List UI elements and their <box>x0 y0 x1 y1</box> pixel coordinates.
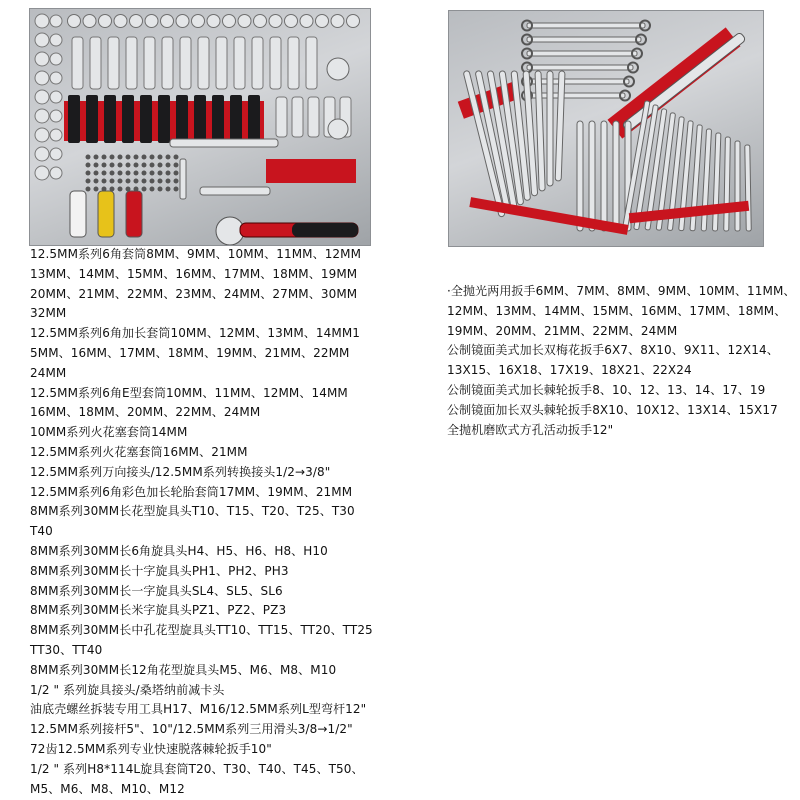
bit <box>150 163 155 168</box>
e-socket <box>140 95 152 143</box>
small-socket <box>50 110 62 122</box>
socket <box>276 97 287 137</box>
bit <box>94 155 99 160</box>
bit <box>174 163 179 168</box>
deep-socket <box>162 37 173 89</box>
bit <box>166 187 171 192</box>
socket <box>83 15 96 28</box>
small-socket <box>35 71 49 85</box>
socket <box>238 15 251 28</box>
ratchet-wrench <box>527 51 637 56</box>
bit <box>118 163 123 168</box>
spec-line: 8MM系列30MM长十字旋具头PH1、PH2、PH3 <box>30 563 289 578</box>
spec-line: 12.5MM系列万向接头/12.5MM系列转换接头1/2→3/8" <box>30 464 331 479</box>
bit <box>174 187 179 192</box>
socket <box>161 15 174 28</box>
bit <box>142 179 147 184</box>
bit <box>126 163 131 168</box>
spec-line: 16MM、18MM、20MM、22MM、24MM <box>30 405 261 420</box>
e-socket <box>104 95 116 143</box>
bit <box>102 155 107 160</box>
spec-line: 12.5MM系列6角E型套筒10MM、11MM、12MM、14MM <box>30 385 348 400</box>
bit <box>150 171 155 176</box>
e-socket <box>248 95 260 143</box>
spec-line: 8MM系列30MM长米字旋具头PZ1、PZ2、PZ3 <box>30 603 287 618</box>
socket <box>114 15 127 28</box>
bit <box>86 179 91 184</box>
socket <box>145 15 158 28</box>
spec-line: T40 <box>30 524 53 539</box>
socket <box>68 15 81 28</box>
tire-socket <box>70 191 86 237</box>
small-socket <box>35 147 49 161</box>
spec-line: 12.5MM系列6角彩色加长轮胎套筒17MM、19MM、21MM <box>30 484 353 499</box>
bit <box>142 155 147 160</box>
deep-socket <box>108 37 119 89</box>
red-foam-strip <box>629 201 749 223</box>
socket-tray-photo <box>29 8 371 246</box>
small-socket <box>35 109 49 123</box>
bit <box>158 171 163 176</box>
combination-wrench <box>701 129 711 231</box>
socket <box>176 15 189 28</box>
double-ring-wrench <box>577 121 583 231</box>
combination-wrench <box>547 71 553 186</box>
spec-line: 20MM、21MM、22MM、23MM、24MM、27MM、30MM <box>30 286 358 301</box>
bit <box>94 163 99 168</box>
combination-wrench <box>745 145 752 231</box>
socket <box>130 15 143 28</box>
bit <box>94 179 99 184</box>
wrench-tray-photo <box>448 10 764 247</box>
bit <box>126 171 131 176</box>
spec-line: 10MM系列火花塞套筒14MM <box>30 425 188 440</box>
spec-line: 全抛机磨欧式方孔活动扳手12" <box>447 422 614 437</box>
spec-line: 公制镜面美式加长棘轮扳手8、10、12、13、14、17、19 <box>447 382 766 397</box>
spec-line: 72齿12.5MM系列专业快速脱落棘轮扳手10" <box>30 741 272 756</box>
double-ring-wrench <box>589 121 595 231</box>
e-socket <box>158 95 170 143</box>
ratchet-wrench <box>527 79 629 84</box>
socket <box>223 15 236 28</box>
ratchet-wrench <box>527 23 645 28</box>
bit <box>150 187 155 192</box>
deep-socket <box>72 37 83 89</box>
bit <box>150 155 155 160</box>
spec-line: 8MM系列30MM长花型旋具头T10、T15、T20、T25、T30 <box>30 504 355 519</box>
spec-line: 12MM、13MM、14MM、15MM、16MM、17MM、18MM、 <box>447 303 787 318</box>
l-bar <box>170 139 278 147</box>
spec-line: 8MM系列30MM长一字旋具头SL4、SL5、SL6 <box>30 583 283 598</box>
socket <box>331 15 344 28</box>
small-socket <box>50 129 62 141</box>
deep-socket <box>198 37 209 89</box>
bit <box>158 163 163 168</box>
small-socket <box>50 91 62 103</box>
deep-socket <box>216 37 227 89</box>
e-socket <box>230 95 242 143</box>
spec-line: 油底壳螺丝拆装专用工具H17、M16/12.5MM系列L型弯杆12" <box>30 702 367 717</box>
e-socket <box>86 95 98 143</box>
spec-line: 5MM、16MM、17MM、18MM、19MM、21MM、22MM <box>30 345 350 360</box>
ratchet-wrench <box>527 65 633 70</box>
spec-line: 公制镜面加长双头棘轮扳手8X10、10X12、13X14、15X17 <box>447 402 778 417</box>
spec-line: 24MM <box>30 365 67 380</box>
bit <box>110 163 115 168</box>
small-socket <box>50 148 62 160</box>
bit <box>102 179 107 184</box>
bit <box>110 171 115 176</box>
socket <box>269 15 282 28</box>
tire-socket <box>98 191 114 237</box>
bit <box>142 171 147 176</box>
combination-wrench <box>555 71 565 181</box>
bit <box>134 179 139 184</box>
bit <box>166 171 171 176</box>
bit <box>158 155 163 160</box>
small-socket <box>35 166 49 180</box>
spec-line: 12.5MM系列火花塞套筒16MM、21MM <box>30 444 248 459</box>
spec-line: 1/2 " 系列旋具接头/桑塔纳前减卡头 <box>30 682 225 697</box>
small-socket <box>35 33 49 47</box>
bit <box>86 171 91 176</box>
double-ring-wrench <box>613 121 619 231</box>
spec-line: 12.5MM系列接杆5"、10"/12.5MM系列三用滑头3/8→1/2" <box>30 722 353 737</box>
bit <box>86 187 91 192</box>
bit <box>166 155 171 160</box>
e-socket <box>194 95 206 143</box>
deep-socket <box>90 37 101 89</box>
socket <box>292 97 303 137</box>
bit <box>166 179 171 184</box>
deep-socket <box>126 37 137 89</box>
e-socket <box>122 95 134 143</box>
e-socket <box>68 95 80 143</box>
tire-socket <box>126 191 142 237</box>
bit <box>102 171 107 176</box>
combination-wrench <box>724 137 731 231</box>
bit <box>142 187 147 192</box>
socket <box>316 15 329 28</box>
small-socket <box>35 128 49 142</box>
e-socket <box>212 95 224 143</box>
bit <box>86 163 91 168</box>
small-socket <box>35 14 49 28</box>
bit <box>134 171 139 176</box>
ratchet-wrench <box>527 37 641 42</box>
spec-line: 公制镜面美式加长双梅花扳手6X7、8X10、9X11、12X14、 <box>447 343 779 358</box>
e-socket <box>176 95 188 143</box>
bit <box>102 163 107 168</box>
bit <box>118 187 123 192</box>
bit <box>134 163 139 168</box>
bit <box>86 155 91 160</box>
spec-line: TT30、TT40 <box>30 642 103 657</box>
combination-wrench <box>735 141 740 231</box>
bit <box>150 179 155 184</box>
double-ring-wrench <box>601 121 607 231</box>
extension-bar <box>200 187 270 195</box>
adjustable-wrench <box>622 32 746 132</box>
spec-line: ·全抛光两用扳手6MM、7MM、8MM、9MM、10MM、11MM、 <box>447 284 796 298</box>
bit <box>158 179 163 184</box>
bit <box>174 171 179 176</box>
spec-line: M5、M6、M8、M10、M12 <box>30 781 185 796</box>
bit <box>174 155 179 160</box>
socket <box>347 15 360 28</box>
small-socket <box>35 52 49 66</box>
bit <box>142 163 147 168</box>
small-socket <box>50 34 62 46</box>
spec-line: 32MM <box>30 306 67 321</box>
bit <box>126 155 131 160</box>
bit <box>118 179 123 184</box>
deep-socket <box>252 37 263 89</box>
socket <box>192 15 205 28</box>
socket <box>328 119 348 139</box>
spec-line: 19MM、20MM、21MM、22MM、24MM <box>447 323 678 338</box>
deep-socket <box>180 37 191 89</box>
small-socket <box>50 72 62 84</box>
bit <box>166 163 171 168</box>
bit <box>158 187 163 192</box>
red-foam-block <box>266 159 356 183</box>
socket <box>285 15 298 28</box>
spec-line: 8MM系列30MM长6角旋具头H4、H5、H6、H8、H10 <box>30 543 328 558</box>
spec-line: 12.5MM系列6角套筒8MM、9MM、10MM、11MM、12MM <box>30 247 362 261</box>
bit <box>126 179 131 184</box>
bit <box>118 155 123 160</box>
wrench-tray-illustration <box>449 11 763 246</box>
socket <box>99 15 112 28</box>
small-socket <box>50 15 62 27</box>
spec-line: 1/2 " 系列H8*114L旋具套筒T20、T30、T40、T45、T50、 <box>30 761 364 776</box>
spec-line: 8MM系列30MM长中孔花型旋具头TT10、TT15、TT20、TT25 <box>30 623 373 638</box>
deep-socket <box>288 37 299 89</box>
bit <box>174 179 179 184</box>
spec-line: 13X15、16X18、17X19、18X21、22X24 <box>447 363 692 378</box>
deep-socket <box>234 37 245 89</box>
bit <box>118 171 123 176</box>
combination-wrench <box>712 133 720 231</box>
socket-tray-illustration <box>30 9 370 245</box>
deep-socket <box>144 37 155 89</box>
bit <box>110 155 115 160</box>
bit <box>134 155 139 160</box>
socket-set-spec-list <box>30 245 430 799</box>
small-socket <box>50 53 62 65</box>
bit <box>94 187 99 192</box>
socket <box>207 15 220 28</box>
socket <box>308 97 319 137</box>
spec-line: 13MM、14MM、15MM、16MM、17MM、18MM、19MM <box>30 266 358 281</box>
spec-line: 8MM系列30MM长12角花型旋具头M5、M6、M8、M10 <box>30 662 337 677</box>
bit <box>94 171 99 176</box>
socket <box>327 58 349 80</box>
socket <box>254 15 267 28</box>
deep-socket <box>306 37 317 89</box>
small-socket <box>35 90 49 104</box>
small-socket <box>50 167 62 179</box>
wrench-set-spec-list <box>447 282 797 440</box>
spec-line: 12.5MM系列6角加长套筒10MM、12MM、13MM、14MM1 <box>30 326 361 341</box>
socket <box>300 15 313 28</box>
deep-socket <box>270 37 281 89</box>
extension-bar <box>180 159 186 199</box>
ratchet-grip <box>292 223 358 237</box>
bit <box>110 179 115 184</box>
